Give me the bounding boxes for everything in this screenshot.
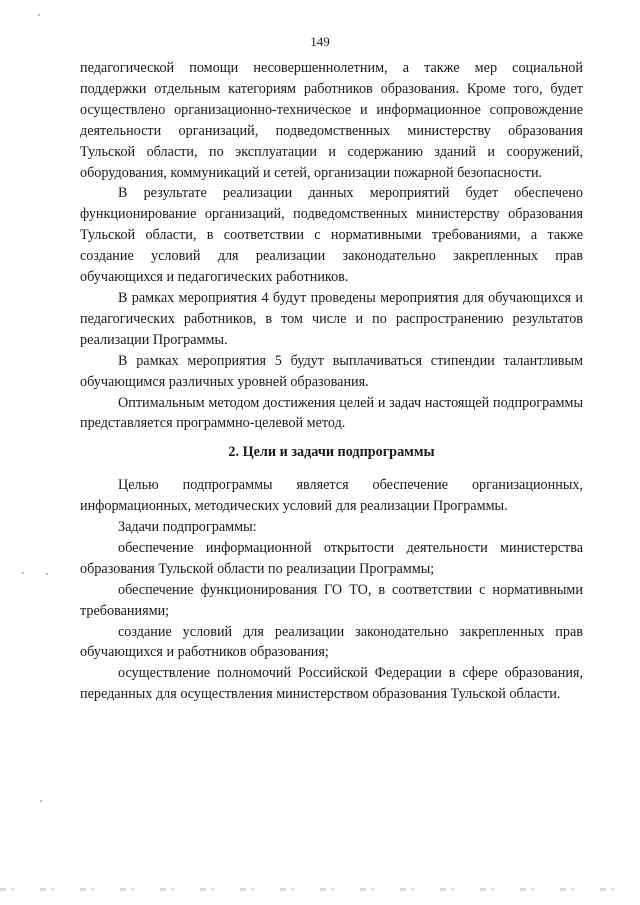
paragraph-measure-5: В рамках мероприятия 5 будут выплачиваться стипендии талантливым обучающимся различных уровней образования. [80, 352, 583, 390]
task-item: создание условий для реализации законодательно закрепленных прав обучающихся и работников образования; [80, 623, 583, 661]
paragraph-measure-4: В рамках мероприятия 4 будут проведены мероприятия для обучающихся и педагогических работников, в том числе и по распространению результатов реализации Программы. [80, 289, 583, 348]
section-heading: 2. Цели и задачи подпрограммы [228, 444, 435, 461]
scan-speck [40, 800, 42, 802]
paragraph-method: Оптимальным методом достижения целей и задач настоящей подпрограммы представляется программно-целевой метод. [80, 394, 583, 432]
task-item: обеспечение информационной открытости деятельности министерства образования Тульской области по реализации Программы; [80, 539, 583, 577]
task-item: обеспечение функционирования ГО ТО, в соответствии с нормативными требованиями; [80, 581, 583, 619]
task-item: осуществление полномочий Российской Федерации в сфере образования, переданных для осуществления министерством образования Тульской области. [80, 665, 583, 703]
document-body [80, 58, 583, 705]
scan-speck [22, 572, 24, 574]
scan-speck [38, 14, 40, 16]
scan-artifact-line [0, 888, 640, 891]
paragraph-continuation: педагогической помощи несовершеннолетним, а также мер социальной поддержки отдельным категориям работников образования. Кроме того, будет осуществлено организационно-техническое и информационное сопровождение деятельности организаций, подведомственных министерству образования Тульской области, по эксплуатации и содержанию зданий и сооружений, оборудования, коммуникаций и сетей, организации пожарной безопасности. [80, 60, 583, 181]
tasks-title: Задачи подпрограммы: [118, 519, 257, 536]
page-number: 149 [310, 34, 330, 49]
paragraph-goal: Целью подпрограммы является обеспечение организационных, информационных, методических условий для реализации Программы. [80, 477, 583, 515]
paragraph-results: В результате реализации данных мероприятий будет обеспечено функционирование организаций, подведомственных министерству образования Тульской области, в соответствии с нормативными требованиями, а также создание условий для реализации законодательно закрепленных прав обучающихся и педагогических работников. [80, 185, 583, 286]
scan-speck [46, 573, 48, 575]
